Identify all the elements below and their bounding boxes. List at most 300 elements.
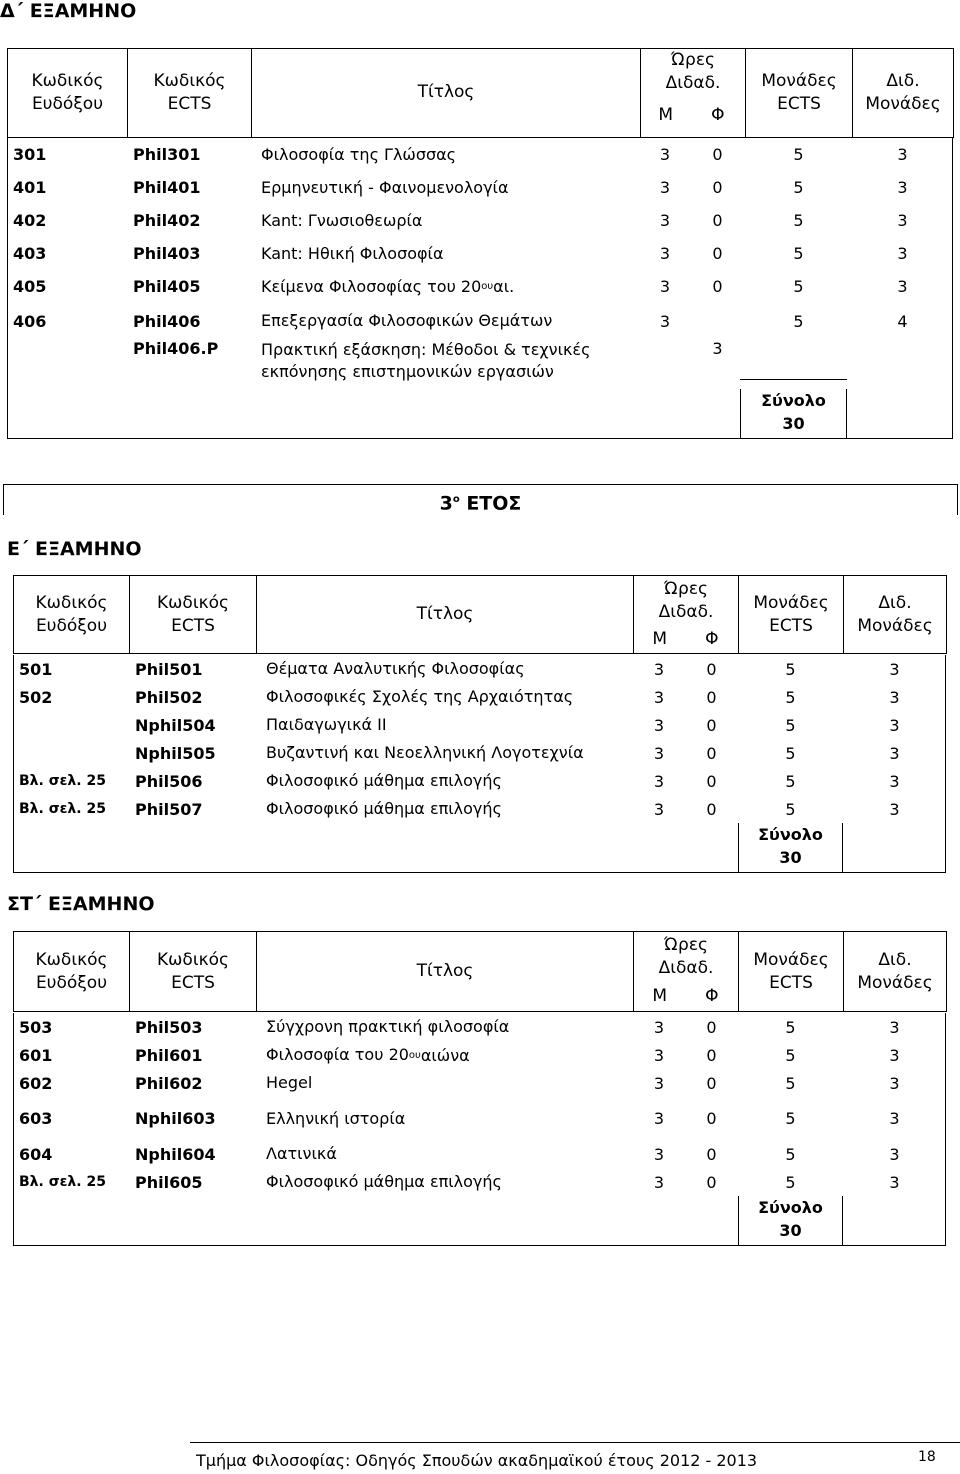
cell-text: Λατινικά (266, 1144, 337, 1163)
cell-m (640, 303, 690, 339)
cell-ects_u (738, 1069, 843, 1097)
cell-text: Φιλοσοφικό μάθημα επιλογής (266, 799, 502, 818)
cell-text: 0 (706, 1045, 717, 1065)
total-label: Σύνολο (758, 825, 823, 844)
header-ects-units: Μονάδες ECTS (739, 932, 844, 1012)
course-table-e (13, 575, 947, 654)
cell-text: Κείμενα Φιλοσοφίας του 20 (261, 276, 482, 296)
cell-text: Βυζαντινή και Νεοελληνική Λογοτεχνία (266, 743, 584, 762)
cell-ects_u (745, 303, 852, 339)
header-f: Φ (691, 95, 746, 137)
cell-m (633, 711, 685, 739)
total-value: 30 (779, 1221, 802, 1240)
table-row (13, 683, 946, 711)
cell-m (633, 1041, 685, 1069)
cell-text: 5 (785, 1045, 796, 1065)
cell-text: Nphil504 (135, 715, 216, 735)
cell-text: 401 (13, 178, 47, 197)
cell-eu (13, 1069, 135, 1097)
cell-ects (129, 739, 262, 767)
cell-text: Φιλοσοφία του 20 (266, 1045, 409, 1064)
cell-did (843, 1097, 946, 1140)
cell-eu (13, 1097, 135, 1140)
cell-text: 604 (19, 1144, 53, 1164)
cell-ects_u (738, 683, 843, 711)
cell-text: 3 (659, 244, 671, 263)
cell-m (633, 1097, 685, 1140)
cell-f (685, 1041, 738, 1069)
cell-text: Phil401 (133, 178, 201, 197)
cell-text: 403 (13, 244, 47, 263)
year-heading: $3^o$ ΕΤΟΣ (439, 492, 522, 515)
cell-f (685, 1097, 738, 1140)
cell-title (251, 237, 650, 270)
cell-text: 603 (19, 1109, 53, 1128)
cell-did (843, 1140, 946, 1168)
cell-m (633, 1069, 685, 1097)
cell-f (690, 138, 745, 171)
cell-did (852, 204, 953, 237)
cell-title (251, 303, 650, 339)
cell-m (640, 339, 690, 389)
cell-ects_u (738, 711, 843, 739)
cell-text: 0 (706, 715, 717, 735)
year-banner (3, 484, 958, 515)
cell-text: 0 (706, 687, 717, 707)
cell-did (843, 1069, 946, 1097)
cell-m (640, 237, 690, 270)
cell-text: 5 (785, 687, 796, 707)
cell-f (690, 270, 745, 303)
cell-ects (129, 1013, 262, 1041)
cell-ects (129, 711, 262, 739)
cell-text: 0 (706, 1144, 717, 1164)
cell-text: 0 (712, 145, 723, 164)
cell-ects (129, 1041, 262, 1069)
cell-text: 0 (706, 799, 717, 819)
cell-m (633, 683, 685, 711)
cell-ects (127, 339, 257, 389)
cell-eu (13, 683, 135, 711)
cell-ects_u (745, 339, 852, 389)
cell-text: 3 (897, 277, 908, 296)
cell-text: Nphil603 (135, 1109, 216, 1128)
cell-text: 5 (793, 211, 804, 230)
cell-eu (7, 204, 133, 237)
cell-title (256, 795, 643, 823)
cell-text: 3 (889, 1045, 900, 1065)
cell-text: 503 (19, 1017, 53, 1037)
cell-f (685, 1168, 738, 1196)
cell-text: Phil405 (133, 277, 201, 296)
cell-text: Hegel (266, 1073, 313, 1092)
header-did-units: Διδ. Μονάδες (844, 576, 947, 654)
cell-eu (13, 1041, 135, 1069)
cell-m (633, 655, 685, 683)
header-m: Μ (641, 95, 691, 137)
cell-text: 5 (793, 178, 804, 197)
cell-text: 406 (13, 311, 47, 331)
cell-text: 3 (897, 178, 908, 197)
cell-did (852, 237, 953, 270)
cell-ects_u (738, 1140, 843, 1168)
cell-title (256, 1097, 643, 1140)
cell-did (843, 683, 946, 711)
cell-ects_u (738, 1013, 843, 1041)
cell-m (633, 1140, 685, 1168)
table-row (13, 767, 946, 795)
cell-text: 402 (13, 211, 47, 230)
total-cell (738, 823, 843, 873)
cell-text: 0 (706, 1109, 717, 1128)
table-row (7, 339, 953, 389)
cell-f (685, 683, 738, 711)
cell-f (690, 339, 745, 389)
cell-text: Βλ. σελ. 25 (19, 801, 106, 817)
table-row (13, 1041, 946, 1069)
header-m: Μ (634, 982, 686, 1012)
cell-text: 4 (897, 311, 908, 331)
cell-did (852, 270, 953, 303)
cell-text: Phil605 (135, 1172, 203, 1192)
cell-eu (13, 1168, 135, 1196)
cell-ects (129, 1069, 262, 1097)
cell-text: Βλ. σελ. 25 (19, 773, 106, 789)
cell-m (640, 270, 690, 303)
cell-title (256, 1168, 643, 1196)
cell-eu (13, 1140, 135, 1168)
cell-text: 3 (659, 277, 671, 296)
cell-text: Phil402 (133, 211, 201, 230)
cell-title (251, 270, 650, 303)
cell-f (690, 171, 745, 204)
header-code-ects: Κωδικός ECTS (130, 576, 257, 654)
cell-text: 3 (653, 1073, 665, 1093)
total-value: 30 (779, 848, 802, 867)
cell-text: 3 (897, 244, 908, 263)
cell-text: 3 (889, 743, 900, 763)
cell-ects (127, 237, 257, 270)
header-hours: Ώρες Διδαδ. (634, 576, 739, 626)
cell-title (256, 739, 643, 767)
cell-title (256, 767, 643, 795)
cell-text: 405 (13, 277, 47, 296)
cell-did (852, 339, 953, 389)
cell-ects (127, 171, 257, 204)
cell-did (843, 1168, 946, 1196)
total-cell (738, 1196, 843, 1246)
cell-eu (13, 739, 135, 767)
table-row (13, 739, 946, 767)
cell-m (640, 171, 690, 204)
header-title: Τίτλος (257, 576, 634, 654)
cell-title (251, 171, 650, 204)
footer-text: Τμήμα Φιλοσοφίας: Οδηγός Σπουδών ακαδημαϊκού έτους 2012 - 2013 (196, 1451, 758, 1470)
cell-text: 0 (712, 211, 723, 230)
cell-text: 3 (897, 211, 908, 230)
table-row (13, 655, 946, 683)
cell-text: 602 (19, 1073, 53, 1093)
cell-m (633, 767, 685, 795)
cell-ects_u (738, 655, 843, 683)
cell-text: 5 (785, 1073, 796, 1093)
cell-ects_u (745, 237, 852, 270)
cell-text: 3 (653, 1144, 665, 1164)
cell-text: Βλ. σελ. 25 (19, 1174, 106, 1190)
cell-text: 3 (653, 687, 665, 707)
cell-title (251, 339, 650, 389)
table-row (13, 1168, 946, 1196)
cell-ects (129, 1097, 262, 1140)
course-table-st (13, 931, 947, 1012)
cell-text: Επεξεργασία Φιλοσοφικών Θεμάτων (261, 311, 553, 330)
total-cell (740, 389, 847, 439)
header-code-eudoxus: Κωδικός Ευδόξου (14, 576, 130, 654)
table-row (13, 1097, 946, 1140)
cell-text: Nphil505 (135, 743, 216, 763)
cell-f (685, 739, 738, 767)
header-did-units: Διδ. Μονάδες (853, 49, 954, 138)
table-row (13, 1069, 946, 1097)
cell-eu (7, 138, 133, 171)
cell-text: 3 (889, 1017, 900, 1037)
semester-heading-e: Ε΄ ΕΞΑΜΗΝΟ (7, 538, 142, 560)
cell-m (633, 739, 685, 767)
table-row (13, 1013, 946, 1041)
cell-eu (13, 1013, 135, 1041)
cell-did (843, 1013, 946, 1041)
cell-eu (7, 171, 133, 204)
header-m: Μ (634, 626, 686, 654)
cell-f (685, 795, 738, 823)
cell-text: 3 (653, 771, 665, 791)
cell-title (256, 683, 643, 711)
cell-ects (127, 270, 257, 303)
cell-text: Phil502 (135, 687, 203, 707)
cell-text: 0 (712, 178, 723, 197)
cell-ects (127, 138, 257, 171)
cell-ects_u (745, 171, 852, 204)
cell-text: Ελληνική ιστορία (266, 1108, 406, 1128)
cell-text: 3 (712, 339, 723, 358)
header-title: Τίτλος (257, 932, 634, 1012)
cell-text: 3 (653, 743, 665, 763)
cell-text: Phil507 (135, 799, 203, 819)
table-row (7, 237, 953, 270)
title-suffix: αι. (493, 277, 515, 296)
cell-ects_u (738, 739, 843, 767)
cell-title (251, 138, 650, 171)
title-suffix: αιώνα (420, 1045, 470, 1065)
table-row (7, 270, 953, 303)
cell-text: 0 (712, 244, 723, 263)
cell-f (690, 237, 745, 270)
cell-eu (7, 237, 133, 270)
cell-text: Kant: Γνωσιοθεωρία (261, 210, 423, 230)
cell-text: 3 (889, 687, 900, 707)
total-label: Σύνολο (758, 1198, 823, 1217)
cell-ects (129, 683, 262, 711)
cell-ects_u (745, 138, 852, 171)
cell-text: Nphil604 (135, 1144, 216, 1164)
cell-text: 5 (785, 1172, 796, 1192)
row-divider (740, 379, 847, 380)
cell-text: Phil406.P (133, 339, 219, 358)
cell-text: 3 (653, 1109, 665, 1128)
cell-text: 501 (19, 659, 53, 679)
cell-ects_u (738, 795, 843, 823)
cell-text: 5 (785, 1109, 796, 1128)
cell-text: 5 (785, 715, 796, 735)
cell-text: 0 (706, 1172, 717, 1192)
cell-text: 3 (653, 1045, 665, 1065)
cell-did (852, 303, 953, 339)
cell-eu (7, 303, 133, 339)
semester-heading-st: ΣΤ΄ ΕΞΑΜΗΝΟ (7, 893, 155, 915)
cell-text: Ερμηνευτική - Φαινομενολογία (261, 177, 509, 197)
cell-f (690, 303, 745, 339)
cell-ects_u (738, 1168, 843, 1196)
header-code-eudoxus: Κωδικός Ευδόξου (8, 49, 128, 138)
cell-text: 3 (889, 1073, 900, 1093)
header-ects-units: Μονάδες ECTS (739, 576, 844, 654)
cell-text: 0 (706, 771, 717, 791)
cell-text: 3 (653, 715, 665, 735)
header-title: Τίτλος (252, 49, 641, 138)
table-row (13, 711, 946, 739)
cell-m (640, 204, 690, 237)
cell-text: Σύγχρονη πρακτική φιλοσοφία (266, 1017, 510, 1036)
cell-ects_u (745, 204, 852, 237)
cell-text: 0 (706, 743, 717, 763)
cell-text: 301 (13, 145, 47, 164)
cell-text: 5 (793, 145, 804, 164)
table-row (13, 795, 946, 823)
table-row (13, 1140, 946, 1168)
cell-did (843, 655, 946, 683)
cell-title (256, 1140, 643, 1168)
cell-text: Πρακτική εξάσκηση: Μέθοδοι & τεχνικές εκπόνησης επιστημονικών εργασιών (261, 340, 591, 381)
cell-eu (13, 795, 135, 823)
cell-text: 3 (653, 659, 665, 679)
cell-eu (7, 270, 133, 303)
cell-did (843, 739, 946, 767)
page-number: 18 (918, 1449, 936, 1465)
footer-rule (190, 1442, 960, 1443)
cell-ects (129, 795, 262, 823)
cell-text: 5 (785, 659, 796, 679)
cell-eu (7, 339, 133, 389)
cell-did (843, 767, 946, 795)
cell-text: 0 (706, 659, 717, 679)
cell-f (690, 204, 745, 237)
header-hours: Ώρες Διδαδ. (634, 932, 739, 982)
cell-text: 3 (889, 659, 900, 679)
cell-ects (129, 1140, 262, 1168)
cell-f (685, 655, 738, 683)
cell-did (852, 138, 953, 171)
table-row (7, 138, 953, 171)
cell-eu (13, 767, 135, 795)
cell-text: 5 (793, 311, 804, 331)
title-superscript: ου (481, 281, 494, 292)
cell-text: Kant: Ηθική Φιλοσοφία (261, 243, 444, 263)
cell-text: 502 (19, 687, 53, 707)
cell-title (256, 1069, 643, 1097)
cell-text: 5 (793, 277, 804, 296)
course-table-d (7, 48, 954, 138)
cell-m (633, 1013, 685, 1041)
cell-text: 0 (706, 1017, 717, 1037)
cell-text: Phil601 (135, 1045, 203, 1065)
cell-title (256, 711, 643, 739)
header-did-units: Διδ. Μονάδες (844, 932, 947, 1012)
header-code-eudoxus: Κωδικός Ευδόξου (14, 932, 130, 1012)
cell-did (843, 795, 946, 823)
cell-text: 3 (659, 311, 671, 331)
cell-ects (129, 1168, 262, 1196)
cell-title (256, 1013, 643, 1041)
header-code-ects: Κωδικός ECTS (128, 49, 252, 138)
cell-title (256, 655, 643, 683)
header-f: Φ (686, 626, 739, 654)
cell-f (685, 1013, 738, 1041)
cell-text: 3 (889, 771, 900, 791)
cell-did (843, 711, 946, 739)
header-f: Φ (686, 982, 739, 1012)
cell-text: 3 (897, 145, 908, 164)
cell-text: Παιδαγωγικά ΙΙ (266, 715, 387, 734)
cell-text: 3 (889, 715, 900, 735)
cell-text: 3 (889, 1172, 900, 1192)
cell-text: 3 (889, 799, 900, 819)
cell-text: Φιλοσοφία της Γλώσσας (261, 144, 457, 164)
cell-text: 0 (706, 1073, 717, 1093)
cell-text: 5 (785, 799, 796, 819)
semester-heading-d: Δ΄ ΕΞΑΜΗΝΟ (0, 0, 137, 22)
cell-ects (127, 303, 257, 339)
cell-eu (13, 711, 135, 739)
cell-m (633, 1168, 685, 1196)
cell-did (852, 171, 953, 204)
cell-text: 5 (785, 1144, 796, 1164)
cell-text: Phil503 (135, 1017, 203, 1037)
cell-text: 3 (659, 145, 671, 164)
cell-text: 5 (785, 771, 796, 791)
cell-ects_u (738, 767, 843, 795)
cell-ects_u (738, 1097, 843, 1140)
cell-text: 3 (653, 1017, 665, 1037)
table-row (7, 303, 953, 339)
cell-text: 3 (653, 799, 665, 819)
cell-text: 5 (785, 1017, 796, 1037)
cell-text: Phil301 (133, 145, 201, 164)
cell-text: 3 (889, 1109, 900, 1128)
cell-f (685, 767, 738, 795)
title-superscript: ου (408, 1049, 421, 1061)
cell-ects (129, 655, 262, 683)
table-row (7, 171, 953, 204)
cell-f (685, 1069, 738, 1097)
cell-did (843, 1041, 946, 1069)
cell-text: 5 (793, 244, 804, 263)
cell-text: Φιλοσοφικό μάθημα επιλογής (266, 771, 502, 790)
cell-f (685, 711, 738, 739)
cell-ects_u (745, 270, 852, 303)
cell-text: Φιλοσοφικό μάθημα επιλογής (266, 1172, 502, 1191)
cell-m (640, 138, 690, 171)
cell-text: 0 (712, 277, 723, 296)
